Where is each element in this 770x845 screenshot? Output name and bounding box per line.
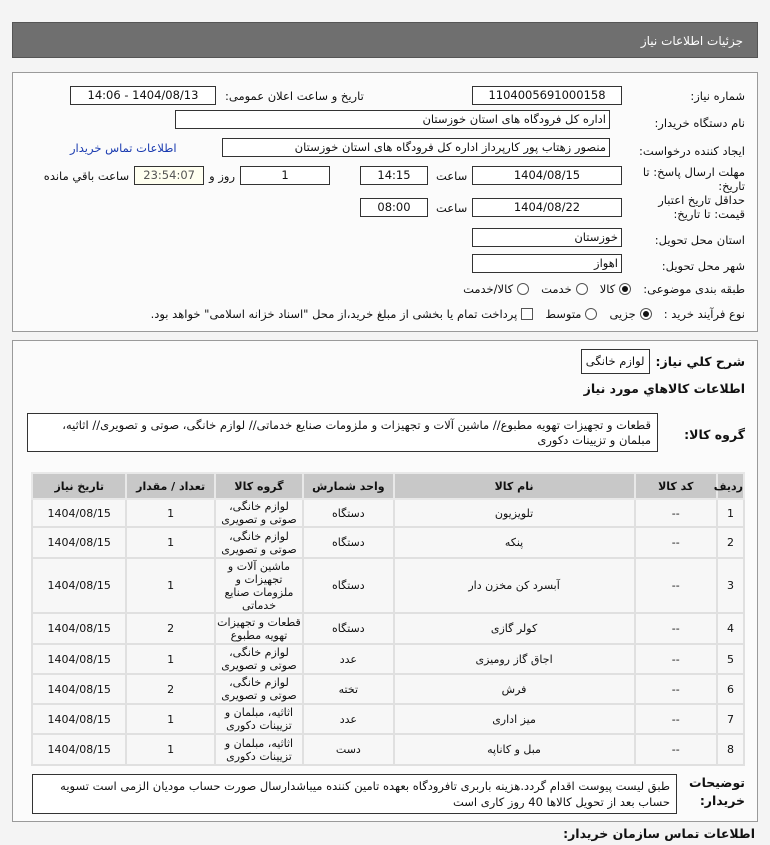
cell-quantity: 1 xyxy=(126,734,214,765)
col-qty: تعداد / مقدار xyxy=(126,473,214,499)
cell-quantity: 1 xyxy=(126,527,214,558)
cell-quantity: 1 xyxy=(126,644,214,674)
cell-item-group: ماشین آلات و تجهیزات و ملزومات صنایع خدماتی xyxy=(215,558,303,613)
cell-item-code: -- xyxy=(635,527,717,558)
col-unit: واحد شمارش xyxy=(303,473,393,499)
cell-unit: دستگاه xyxy=(303,558,393,613)
creator-label: ایجاد کننده درخواست: xyxy=(639,144,745,158)
group-field: قطعات و تجهیزات تهویه مطبوع// ماشین آلات و تجهیزات و ملزومات صنایع خدماتی// لوازم خانگی، صوتی و تصویری// اثاثیه، مبلمان و تزیینات دکوری xyxy=(27,413,658,452)
validity-time-label: ساعت xyxy=(436,201,468,215)
group-label: گروه کالا: xyxy=(684,427,745,442)
cell-item-name: میز اداری xyxy=(394,704,635,734)
radio-icon[interactable] xyxy=(576,283,588,295)
city-field[interactable]: اهواز xyxy=(472,254,622,273)
cell-item-name: تلویزیون xyxy=(394,499,635,527)
cell-item-code: -- xyxy=(635,613,717,644)
cell-item-group: لوازم خانگی، صوتی و تصویری xyxy=(215,527,303,558)
buyer-field[interactable]: اداره کل فرودگاه های استان خوزستان xyxy=(175,110,610,129)
announce-label: تاریخ و ساعت اعلان عمومی: xyxy=(225,89,364,103)
table-row xyxy=(32,499,744,527)
validity-time-field[interactable]: 08:00 xyxy=(360,198,428,217)
cell-need-date: 1404/08/15 xyxy=(32,613,126,644)
remarks-field: طبق لیست پیوست اقدام گردد.هزینه باربری تافرودگاه بعهده تامین کننده میباشدارسال صورت حساب مودیان الزمی است تسویه حساب بعد از تحویل کالاها 40 روز کاری است xyxy=(32,774,677,814)
cell-unit: عدد xyxy=(303,644,393,674)
announce-field[interactable]: 1404/08/13 - 14:06 xyxy=(70,86,216,105)
category-option-both[interactable]: کالا/خدمت xyxy=(463,282,529,296)
cell-item-group: لوازم خانگی، صوتی و تصویری xyxy=(215,644,303,674)
cell-need-date: 1404/08/15 xyxy=(32,704,126,734)
cell-quantity: 1 xyxy=(126,499,214,527)
col-date: تاریخ نیاز xyxy=(32,473,126,499)
cell-unit: دستگاه xyxy=(303,527,393,558)
page-title: جزئیات اطلاعات نیاز xyxy=(12,22,758,58)
buyer-contact-heading: اطلاعات تماس سازمان خریدار: xyxy=(563,826,755,841)
cell-quantity: 1 xyxy=(126,558,214,613)
table-header-row xyxy=(32,473,744,499)
cell-unit: تخته xyxy=(303,674,393,704)
table-row xyxy=(32,734,744,765)
cell-need-date: 1404/08/15 xyxy=(32,734,126,765)
col-code: کد کالا xyxy=(635,473,717,499)
remaining-time-field: 23:54:07 xyxy=(134,166,204,185)
radio-icon[interactable] xyxy=(517,283,529,295)
cell-quantity: 2 xyxy=(126,613,214,644)
radio-selected-icon[interactable] xyxy=(619,283,631,295)
cell-need-date: 1404/08/15 xyxy=(32,674,126,704)
cell-item-code: -- xyxy=(635,734,717,765)
summary-field[interactable]: لوازم خانگی xyxy=(581,349,650,374)
deadline-date-field[interactable]: 1404/08/15 xyxy=(472,166,622,185)
cell-item-code: -- xyxy=(635,704,717,734)
days-label: روز و xyxy=(209,168,235,183)
cell-item-group: اثاثیه، مبلمان و تزیینات دکوری xyxy=(215,704,303,734)
cell-row-number: 2 xyxy=(717,527,744,558)
goods-table xyxy=(31,472,745,766)
cell-row-number: 5 xyxy=(717,644,744,674)
city-label: شهر محل تحویل: xyxy=(661,259,745,273)
goods-and-remarks xyxy=(28,472,755,841)
remaining-label: ساعت باقي مانده xyxy=(43,168,130,183)
validity-label: حداقل تاریخ اعتبار قیمت: تا تاریخ: xyxy=(658,193,745,221)
cell-need-date: 1404/08/15 xyxy=(32,527,126,558)
cell-item-name: اجاق گاز رومیزی xyxy=(394,644,635,674)
buyer-label: نام دستگاه خریدار: xyxy=(654,116,745,130)
buyer-contact-link[interactable]: اطلاعات تماس خریدار xyxy=(70,141,177,155)
remarks-label: توضیحات خریدار: xyxy=(689,775,745,808)
cell-item-name: مبل و کاناپه xyxy=(394,734,635,765)
days-field[interactable]: 1 xyxy=(240,166,330,185)
treasury-payment-checkbox[interactable]: پرداخت تمام یا بخشی از مبلغ خرید،از محل "اسناد خزانه اسلامی" خواهد بود. xyxy=(151,307,534,321)
table-row xyxy=(32,558,744,613)
cell-item-group: قطعات و تجهیزات تهویه مطبوع xyxy=(215,613,303,644)
table-row xyxy=(32,527,744,558)
table-row xyxy=(32,613,744,644)
process-label: نوع فرآیند خرید : xyxy=(663,307,745,321)
radio-icon[interactable] xyxy=(585,308,597,320)
province-label: استان محل تحویل: xyxy=(654,233,745,247)
cell-need-date: 1404/08/15 xyxy=(32,644,126,674)
checkbox-icon[interactable] xyxy=(521,308,533,320)
process-option-minor[interactable]: جزیی xyxy=(609,307,651,321)
cell-need-date: 1404/08/15 xyxy=(32,558,126,613)
goods-heading: اطلاعات کالاهاي مورد نیاز xyxy=(583,381,745,396)
cell-item-code: -- xyxy=(635,674,717,704)
cell-quantity: 2 xyxy=(126,674,214,704)
remarks-row xyxy=(28,774,745,814)
cell-row-number: 3 xyxy=(717,558,744,613)
col-name: نام کالا xyxy=(394,473,635,499)
cell-item-group: لوازم خانگی، صوتی و تصویری xyxy=(215,499,303,527)
need-number-field[interactable]: 1104005691000158 xyxy=(472,86,622,105)
need-number-label: شماره نیاز: xyxy=(690,89,745,103)
cell-unit: عدد xyxy=(303,704,393,734)
summary-label: شرح کلي نیاز: xyxy=(655,354,745,369)
category-option-goods[interactable]: کالا xyxy=(600,282,632,296)
cell-item-code: -- xyxy=(635,558,717,613)
process-option-medium[interactable]: متوسط xyxy=(545,307,597,321)
cell-row-number: 6 xyxy=(717,674,744,704)
cell-row-number: 8 xyxy=(717,734,744,765)
cell-item-name: پنکه xyxy=(394,527,635,558)
table-row xyxy=(32,704,744,734)
cell-need-date: 1404/08/15 xyxy=(32,499,126,527)
creator-field[interactable]: منصور زهتاب پور کارپرداز اداره کل فرودگاه های استان خوزستان xyxy=(222,138,610,157)
cell-unit: دستگاه xyxy=(303,613,393,644)
province-field[interactable]: خوزستان xyxy=(472,228,622,247)
cell-item-group: اثاثیه، مبلمان و تزیینات دکوری xyxy=(215,734,303,765)
table-row xyxy=(32,674,744,704)
cell-item-code: -- xyxy=(635,499,717,527)
validity-date-field[interactable]: 1404/08/22 xyxy=(472,198,622,217)
cell-item-name: فرش xyxy=(394,674,635,704)
deadline-time-label: ساعت xyxy=(436,169,468,183)
category-label: طبقه بندی موضوعی: xyxy=(643,282,745,296)
cell-row-number: 4 xyxy=(717,613,744,644)
cell-row-number: 7 xyxy=(717,704,744,734)
cell-item-name: آبسرد کن مخزن دار xyxy=(394,558,635,613)
process-row xyxy=(151,307,745,321)
radio-selected-icon[interactable] xyxy=(640,308,652,320)
cell-quantity: 1 xyxy=(126,704,214,734)
col-group: گروه کالا xyxy=(215,473,303,499)
category-option-service[interactable]: خدمت xyxy=(541,282,588,296)
cell-unit: دست xyxy=(303,734,393,765)
cell-item-name: کولر گازی xyxy=(394,613,635,644)
cell-row-number: 1 xyxy=(717,499,744,527)
col-row: ردیف xyxy=(717,473,744,499)
cell-unit: دستگاه xyxy=(303,499,393,527)
remaining-time-group xyxy=(44,166,330,185)
summary-row xyxy=(581,349,745,374)
cell-item-code: -- xyxy=(635,644,717,674)
deadline-label: مهلت ارسال پاسخ: تا تاریخ: xyxy=(642,165,745,193)
cell-item-group: لوازم خانگی، صوتی و تصویری xyxy=(215,674,303,704)
category-row xyxy=(463,282,745,296)
deadline-time-field[interactable]: 14:15 xyxy=(360,166,428,185)
table-row xyxy=(32,644,744,674)
